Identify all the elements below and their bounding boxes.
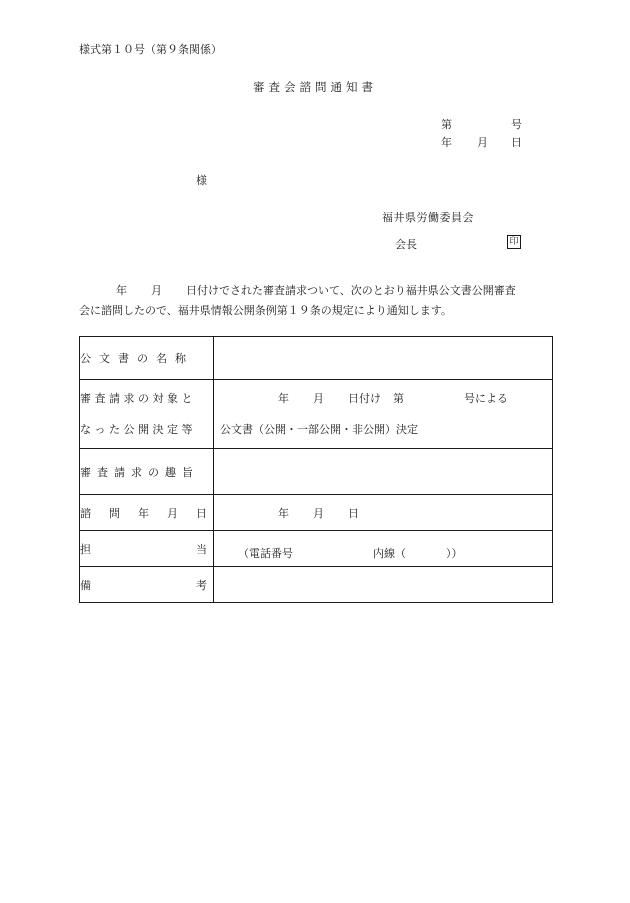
inquiry-day: 日 bbox=[348, 506, 359, 520]
date-year-label: 年 bbox=[441, 136, 452, 149]
decision-type-text: 公文書（公開・一部公開・非公開）決定 bbox=[220, 423, 418, 436]
label-document-name: 公文書の名称 bbox=[80, 337, 214, 380]
sender-organization: 福井県労働委員会 bbox=[382, 211, 474, 224]
phone-label: （電話番号 bbox=[238, 547, 293, 560]
table-row-disclosure-decision bbox=[80, 380, 553, 449]
body-year: 年 bbox=[116, 284, 127, 297]
body-text-line-2: 会に諮問したので、福井県情報公開条例第１９条の規定により通知します。 bbox=[79, 304, 452, 317]
value-request-purpose bbox=[214, 449, 553, 495]
table-row-person-in-charge bbox=[80, 531, 553, 567]
label-inquiry-date: 諮 問 年 月 日 bbox=[80, 495, 214, 531]
value-person-in-charge bbox=[214, 531, 553, 567]
decision-number-suffix: 号による bbox=[464, 392, 508, 405]
body-line1-rest: 日付けでされた審査請求ついて、次のとおり福井県公文書公開審査 bbox=[186, 284, 516, 297]
body-text-line-1 bbox=[116, 282, 516, 298]
inquiry-year: 年 bbox=[278, 506, 289, 520]
label-decision-line-2: なった公開決定等 bbox=[80, 423, 196, 436]
form-number: 様式第１０号（第９条関係） bbox=[79, 43, 222, 56]
label-person-in-charge: 担 当 bbox=[80, 531, 214, 567]
label-request-purpose: 審査請求の趣旨 bbox=[80, 449, 214, 495]
body-month: 月 bbox=[151, 284, 162, 297]
table-row-inquiry-date bbox=[80, 495, 553, 531]
value-disclosure-decision bbox=[214, 380, 553, 449]
table-row-document-name bbox=[80, 337, 553, 380]
decision-year: 年 bbox=[278, 392, 289, 405]
notice-form-table bbox=[79, 336, 553, 603]
value-remarks bbox=[214, 567, 553, 603]
seal-mark: 印 bbox=[507, 235, 521, 249]
inquiry-month: 月 bbox=[313, 506, 324, 520]
number-prefix: 第 bbox=[441, 118, 452, 131]
table-row-request-purpose bbox=[80, 449, 553, 495]
date-month-label: 月 bbox=[477, 136, 488, 149]
contact-close: ）） bbox=[446, 547, 463, 560]
table-row-remarks bbox=[80, 567, 553, 603]
decision-number-prefix: 第 bbox=[393, 392, 404, 405]
addressee-honorific: 様 bbox=[196, 174, 207, 187]
document-title: 審査会諮問通知書 bbox=[253, 80, 377, 94]
decision-month: 月 bbox=[313, 392, 324, 405]
value-document-name bbox=[214, 337, 553, 380]
value-inquiry-date bbox=[214, 495, 553, 531]
label-remarks: 備 考 bbox=[80, 567, 214, 603]
extension-label: 内線（ bbox=[373, 547, 406, 560]
decision-date-suffix: 日付け bbox=[348, 392, 381, 405]
date-day-label: 日 bbox=[511, 136, 522, 149]
sender-position: 会長 bbox=[395, 238, 417, 251]
label-decision-line-1: 審査請求の対象と bbox=[80, 392, 196, 405]
number-suffix: 号 bbox=[511, 118, 522, 131]
label-disclosure-decision bbox=[80, 380, 214, 449]
